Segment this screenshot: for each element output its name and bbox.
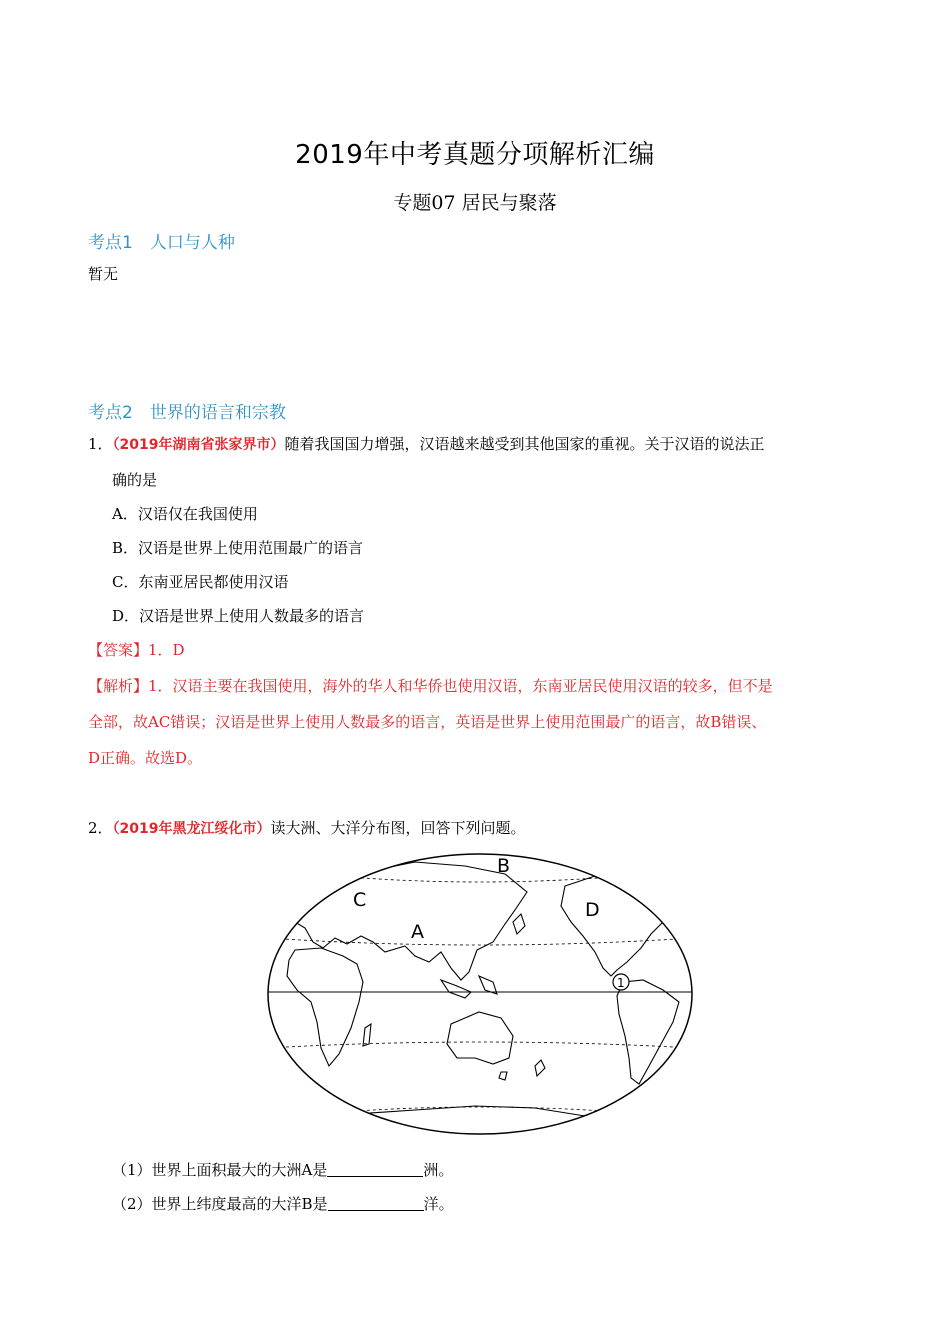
option-d: D．汉语是世界上使用人数最多的语言 [112,607,365,625]
answer-tag: 【答案】 [88,641,149,659]
analysis-line-1: 【解析】1．汉语主要在我国使用，海外的华人和华侨也使用汉语，东南亚居民使用汉语的较多，但不是 [88,677,773,695]
analysis-tag: 【解析】 [88,677,149,695]
question-1-line-1 [88,434,765,455]
answer-line [88,640,185,660]
map-frame [268,854,692,1134]
question-source: （2019年湖南省张家界市） [112,437,285,453]
question-source: （2019年黑龙江绥化市） [112,821,271,837]
sub-question-2: （2）世界上纬度最高的大洋B是 洋。 [112,1195,454,1213]
map-marker-1-label: 1 [617,976,625,990]
answer-value: 1．D [148,641,185,659]
map-label-d: D [585,899,600,921]
sub-question-1: （1）世界上面积最大的大洲A是 洲。 [112,1161,454,1179]
analysis-line-2: 全部，故AC错误；汉语是世界上使用人数最多的语言，英语是世界上使用范围最广的语言，故B错误、 [88,713,767,731]
map-label-a: A [411,921,424,943]
world-map [265,852,695,1152]
answer-blank-1[interactable] [327,1162,423,1177]
question-stem: 读大洲、大洋分布图，回答下列问题。 [270,819,526,837]
page-subtitle: 专题07 居民与聚落 [393,192,557,214]
map-label-c: C [353,889,367,911]
section-heading-1: 考点1 人口与人种 [88,233,235,253]
option-b: B．汉语是世界上使用范围最广的语言 [112,539,364,557]
analysis-line-3: D正确。故选D。 [88,749,203,767]
section-heading-2: 考点2 世界的语言和宗教 [88,403,286,423]
question-1-line-2: 确的是 [112,471,158,489]
question-number: 2． [88,819,113,837]
answer-blank-2[interactable] [328,1196,424,1211]
question-number: 1． [88,435,113,453]
map-label-b: B [497,855,511,877]
section-1-content: 暂无 [88,265,119,283]
question-2-line-1 [88,818,526,839]
option-c: C．东南亚居民都使用汉语 [112,573,289,591]
option-a: A．汉语仅在我国使用 [112,505,258,523]
page-title: 2019年中考真题分项解析汇编 [295,140,655,170]
question-stem: 随着我国国力增强，汉语越来越受到其他国家的重视。关于汉语的说法正 [284,435,765,453]
